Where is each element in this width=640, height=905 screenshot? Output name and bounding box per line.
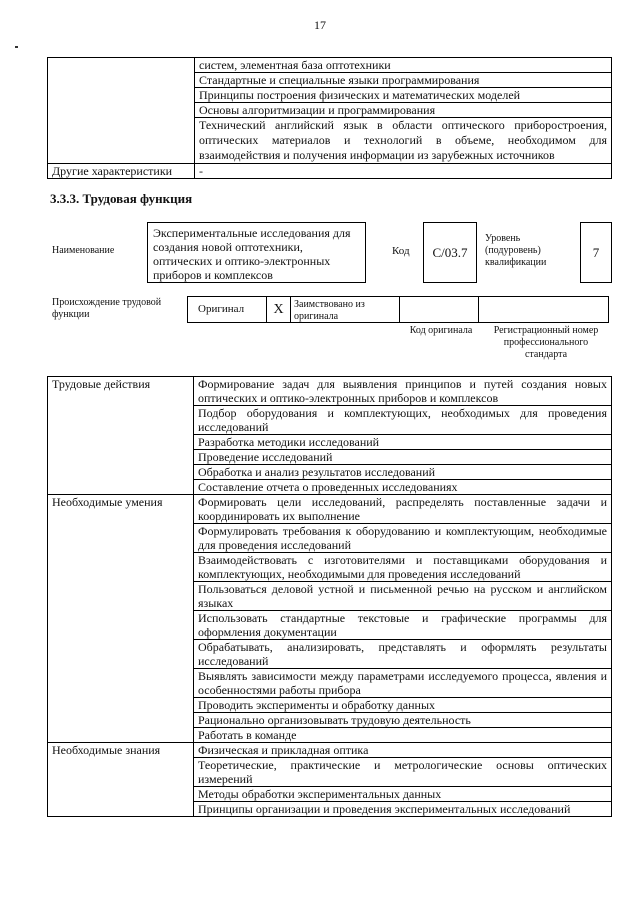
table-cell: Технический английский язык в области оптического приборостроения, оптических материалов и технологий в объеме, необходимом для взаимодействия и получения информации из зарубежных источников: [195, 118, 612, 164]
page-number: 17: [314, 18, 326, 32]
table-cell-empty: [48, 58, 195, 164]
other-characteristics-label: Другие характеристики: [48, 164, 195, 179]
group-title-actions: Трудовые действия: [48, 377, 194, 495]
table-cell: Физическая и прикладная оптика: [194, 743, 612, 758]
reg-number-label: Регистрационный номер профессионального стандарта: [493, 325, 599, 360]
table-cell: Формирование задач для выявления принципов и путей создания новых оптических и оптико-электронных приборов и комплексов: [194, 377, 612, 406]
code-original-label: Код оригинала: [409, 325, 473, 336]
reg-number-cell: [478, 296, 609, 323]
code-label: Код: [392, 245, 410, 257]
original-cell: Оригинал: [187, 296, 267, 323]
qualification-level-label: Уровень (подуровень) квалификации: [485, 233, 547, 268]
table-cell: Подбор оборудования и комплектующих, необходимых для проведения исследований: [194, 406, 612, 435]
table-cell: Выявлять зависимости между параметрами исследуемого процесса, явления и особенностями работы прибора: [194, 669, 612, 698]
scan-mark: [15, 46, 18, 48]
table-row: [48, 377, 612, 406]
group-title-skills: Необходимые умения: [48, 495, 194, 743]
name-label: Наименование: [52, 245, 115, 256]
original-mark: Х: [266, 296, 291, 323]
table-cell: Проведение исследований: [194, 450, 612, 465]
table-row: [48, 164, 612, 179]
table-cell: Методы обработки экспериментальных данных: [194, 787, 612, 802]
table-cell: Взаимодействовать с изготовителями и поставщиками оборудования и комплектующих, необходимыми для проведения исследований: [194, 553, 612, 582]
table-cell: Принципы организации и проведения экспериментальных исследований: [194, 802, 612, 817]
table-cell: Рационально организовывать трудовую деятельность: [194, 713, 612, 728]
function-name-box: Экспериментальные исследования для создания новой оптотехники, оптических и оптико-электронных приборов и комплексов: [147, 222, 366, 283]
table-cell: Пользоваться деловой устной и письменной речью на русском и английском языках: [194, 582, 612, 611]
table-cell: Проводить эксперименты и обработку данных: [194, 698, 612, 713]
table-row: [48, 743, 612, 758]
table-row: [48, 58, 612, 73]
origin-label: Происхождение трудовой функции: [52, 297, 162, 320]
table-row: [48, 495, 612, 524]
table-cell: Стандартные и специальные языки программирования: [195, 73, 612, 88]
other-characteristics-value: -: [195, 164, 612, 179]
table-cell: Составление отчета о проведенных исследованиях: [194, 480, 612, 495]
table-cell: Принципы построения физических и математических моделей: [195, 88, 612, 103]
table-cell: Разработка методики исследований: [194, 435, 612, 450]
table-cell: Обработка и анализ результатов исследований: [194, 465, 612, 480]
table-cell: Формировать цели исследований, распределять поставленные задачи и координировать их выполнение: [194, 495, 612, 524]
table-cell: Формулировать требования к оборудованию и комплектующим, необходимые для проведения исследований: [194, 524, 612, 553]
table-cell: Использовать стандартные текстовые и графические программы для оформления документации: [194, 611, 612, 640]
section-heading: 3.3.3. Трудовая функция: [50, 191, 193, 206]
qualification-level-box: 7: [580, 222, 612, 283]
group-title-knowledge: Необходимые знания: [48, 743, 194, 817]
table-cell: Основы алгоритмизации и программирования: [195, 103, 612, 118]
function-details-table: [47, 376, 612, 817]
borrowed-cell: Заимствовано из оригинала: [290, 296, 400, 323]
top-knowledge-table: [47, 57, 612, 179]
origin-row: [188, 296, 609, 323]
table-cell: Работать в команде: [194, 728, 612, 743]
code-value-box: С/03.7: [423, 222, 477, 283]
table-cell: систем, элементная база оптотехники: [195, 58, 612, 73]
table-cell: Обрабатывать, анализировать, представлять и оформлять результаты исследований: [194, 640, 612, 669]
code-original-cell: [399, 296, 479, 323]
table-cell: Теоретические, практические и метрологические основы оптических измерений: [194, 758, 612, 787]
